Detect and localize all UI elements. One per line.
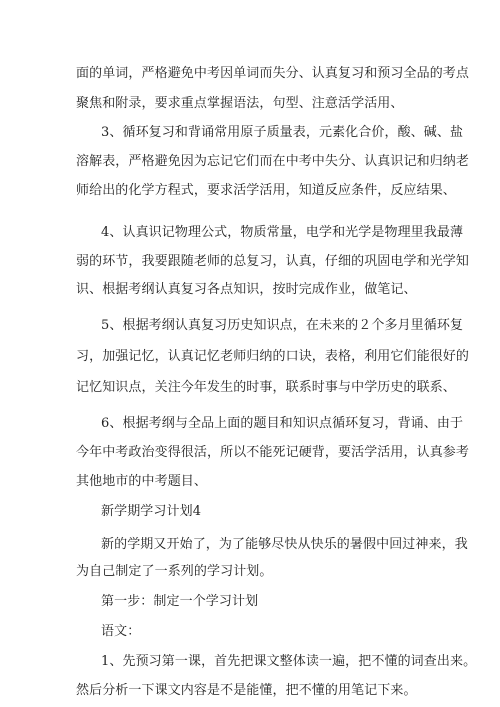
text-line: 聚焦和附录，要求重点掌握语法，句型、注意活学活用、 — [76, 96, 404, 111]
text-line: 记忆知识点，关注今年发生的时事，联系时事与中学历史的联系、 — [76, 380, 456, 395]
text-line: 其他地市的中考题目、 — [76, 474, 208, 489]
subject-label: 语文： — [101, 624, 141, 639]
text-line: 溶解表，严格避免因为忘记它们而在中考中失分、认真识记和归纳老 — [76, 154, 470, 169]
text-line: 面的单词，严格避免中考因单词而失分、认真复习和预习全品的考点 — [76, 66, 470, 81]
text-line: 今年中考政治变得很活，所以不能死记硬背，要活学活用，认真参考 — [76, 445, 470, 460]
paragraph-start: 新的学期又开始了，为了能够尽快从快乐的暑假中回过神来，我 — [101, 537, 468, 552]
paragraph-start: 5、根据考纲认真复习历史知识点，在未来的２个多月里循环复 — [101, 318, 464, 333]
paragraph-start: 3、循环复习和背诵常用原子质量表，元素化合价，酸、碱、盐 — [101, 125, 464, 140]
section-heading: 新学期学习计划4 — [101, 504, 202, 519]
step-heading: 第一步：制定一个学习计划 — [101, 594, 259, 609]
paragraph-start: 4、认真识记物理公式，物质常量，电学和光学是物理里我最薄 — [101, 225, 464, 240]
document-page — [76, 0, 477, 707]
text-line: 然后分析一下课文内容是不是能懂，把不懂的用笔记下来。 — [76, 683, 417, 698]
text-line: 师给出的化学方程式，要求活学活用，知道反应条件，反应结果、 — [76, 183, 456, 198]
text-line: 弱的环节，我要跟随老师的总复习，认真，仔细的巩固电学和光学知 — [76, 254, 470, 269]
paragraph-start: 6、根据考纲与全品上面的题目和知识点循环复习，背诵、由于 — [101, 416, 464, 431]
text-line: 为自己制定了一系列的学习计划。 — [76, 564, 273, 579]
text-line: 习，加强记忆，认真记忆老师归纳的口诀，表格，利用它们能很好的 — [76, 349, 470, 364]
text-line: 识、根据考纲认真复习各点知识，按时完成作业，做笔记、 — [76, 282, 417, 297]
paragraph-start: 1、先预习第一课，首先把课文整体读一遍，把不懂的词查出来。 — [101, 654, 477, 669]
